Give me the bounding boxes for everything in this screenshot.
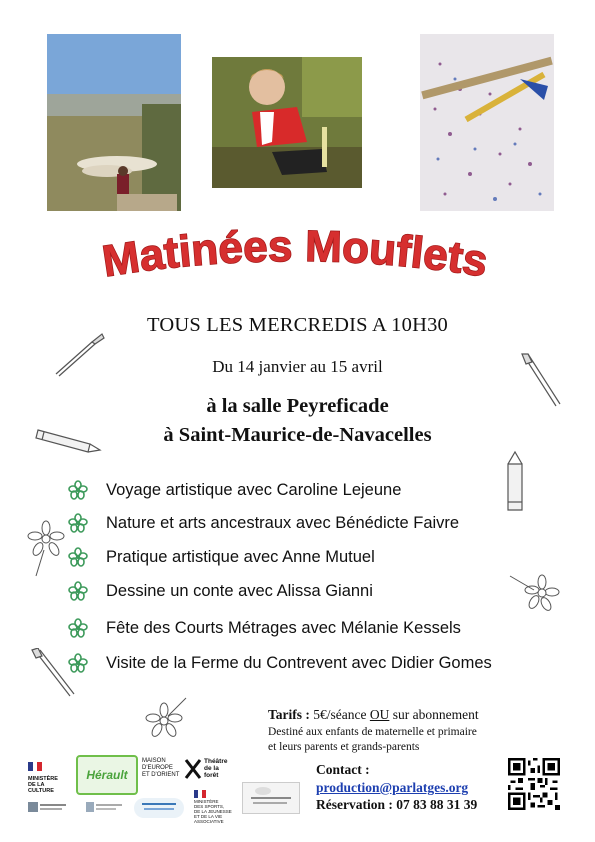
pencil-icon bbox=[34, 424, 102, 454]
ministere-sports-line-5: ASSOCIATIVE bbox=[194, 819, 224, 824]
svg-text:Matinées Mouflets bbox=[99, 222, 491, 287]
list-item bbox=[68, 546, 375, 568]
activity-label: Dessine un conte avec Alissa Gianni bbox=[106, 581, 373, 600]
theatre-line-2: de la bbox=[204, 765, 219, 772]
theatre-line-1: Théâtre bbox=[204, 758, 228, 765]
ministere-sports-line-4: ET DE LA VIE bbox=[194, 814, 223, 819]
date-range: Du 14 janvier au 15 avril bbox=[212, 357, 383, 376]
maison-europe-line-1: MAISON bbox=[142, 758, 166, 764]
french-flag-icon bbox=[194, 790, 206, 798]
herault-logo bbox=[76, 755, 138, 795]
venue-line-1: à la salle Peyreficade bbox=[206, 395, 389, 417]
pricing-price: 5€/séance bbox=[309, 707, 370, 722]
activity-label: Nature et arts ancestraux avec Bénédicte Faivre bbox=[106, 513, 460, 532]
contact-email-link[interactable]: production@parlatges.org bbox=[316, 780, 469, 795]
x-mark-icon bbox=[184, 758, 202, 780]
mediatheque-logo bbox=[242, 782, 300, 814]
activity-label: Fête des Courts Métrages avec Mélanie Kessels bbox=[106, 618, 461, 637]
list-item bbox=[68, 652, 492, 674]
flower-icon bbox=[68, 513, 88, 533]
audience bbox=[268, 725, 548, 755]
daisy-icon bbox=[26, 520, 66, 578]
pricing-label: Tarifs : bbox=[268, 707, 310, 722]
daisy-icon bbox=[506, 572, 560, 614]
maison-europe-line-3: ET D'ORIENT bbox=[142, 772, 180, 778]
ministere-culture-logo bbox=[28, 758, 68, 794]
ministere-sports-logo bbox=[194, 790, 238, 824]
pricing bbox=[268, 707, 479, 723]
activity-label: Visite de la Ferme du Contrevent avec Didier Gomes bbox=[106, 653, 492, 672]
partner-logo-3 bbox=[134, 798, 184, 818]
french-flag-icon bbox=[28, 762, 42, 771]
saint-etienne-logo bbox=[28, 800, 68, 816]
reservation-phone: Réservation : 07 83 88 31 39 bbox=[316, 797, 478, 812]
partner-logo-2 bbox=[86, 800, 124, 816]
schedule-heading: TOUS LES MERCREDIS A 10H30 bbox=[147, 314, 448, 336]
paintbrush-icon bbox=[518, 352, 564, 412]
audience-line-1: Destiné aux enfants de maternelle et primaire bbox=[268, 726, 477, 738]
flower-icon bbox=[68, 618, 88, 638]
ministere-culture-line-1: MINISTÈRE bbox=[28, 776, 58, 782]
pencil-icon bbox=[500, 450, 530, 514]
theatre-line-3: forêt bbox=[204, 772, 219, 779]
herault-text: Hérault bbox=[86, 768, 128, 782]
contact-label: Contact : bbox=[316, 762, 370, 777]
flower-icon bbox=[68, 581, 88, 601]
ministere-sports-line-2: DES SPORTS, bbox=[194, 804, 225, 809]
paintbrush-icon bbox=[30, 648, 76, 700]
list-item bbox=[68, 479, 401, 501]
qr-code-icon[interactable] bbox=[508, 758, 560, 810]
activity-label: Voyage artistique avec Caroline Lejeune bbox=[106, 480, 402, 499]
theatre-foret-logo bbox=[184, 758, 234, 780]
list-item bbox=[68, 512, 459, 534]
photo-sheep-walk bbox=[47, 34, 181, 211]
title-text: Matinées Mouflets bbox=[99, 221, 491, 287]
photo-paint-splatter bbox=[420, 34, 554, 211]
maison-europe-logo bbox=[142, 758, 184, 779]
activity-label: Pratique artistique avec Anne Mutuel bbox=[106, 547, 375, 566]
paintbrush-icon bbox=[52, 330, 108, 378]
daisy-icon bbox=[142, 696, 190, 744]
photo-child-nature bbox=[212, 57, 362, 188]
pricing-or: OU bbox=[369, 707, 390, 722]
audience-line-2: et leurs parents et grands-parents bbox=[268, 741, 420, 753]
venue-line-2: à Saint-Maurice-de-Navacelles bbox=[163, 424, 432, 446]
pricing-rest: sur abonnement bbox=[389, 707, 479, 722]
flower-icon bbox=[68, 547, 88, 567]
page-title bbox=[60, 220, 530, 300]
ministere-culture-line-2: DE LA CULTURE bbox=[28, 782, 54, 794]
ministere-sports-line-1: MINISTÈRE bbox=[194, 799, 219, 804]
ministere-sports-line-3: DE LA JEUNESSE bbox=[194, 809, 232, 814]
list-item bbox=[68, 580, 373, 602]
list-item bbox=[68, 617, 461, 639]
maison-europe-line-2: D'EUROPE bbox=[142, 765, 173, 771]
flower-icon bbox=[68, 480, 88, 500]
